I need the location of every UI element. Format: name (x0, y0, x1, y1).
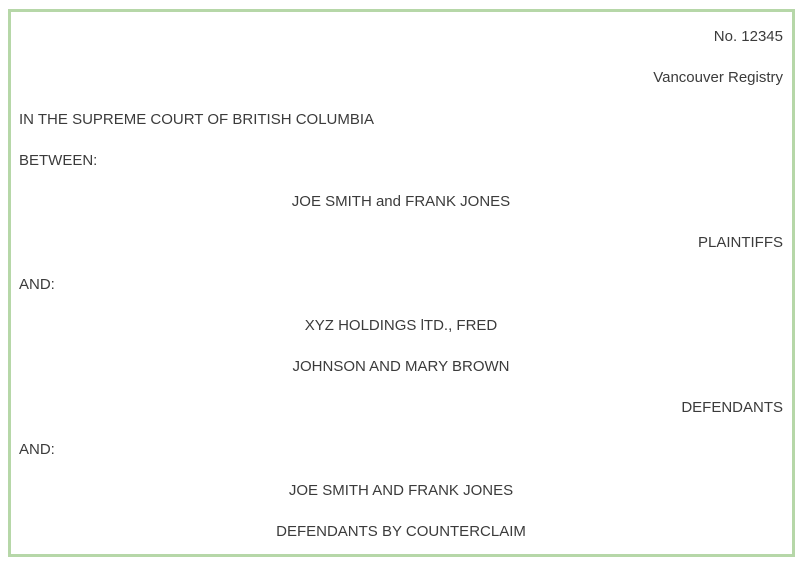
and-label-counterclaim: AND: (19, 440, 55, 458)
counterclaim-role: DEFENDANTS BY COUNTERCLAIM (276, 523, 526, 541)
registry-name: Vancouver Registry (653, 69, 783, 87)
and-label-defendants: AND: (19, 275, 55, 293)
counterclaim-names: JOE SMITH AND FRANK JONES (288, 481, 514, 499)
court-name: IN THE SUPREME COURT OF BRITISH COLUMBIA (19, 110, 375, 128)
plaintiffs-names: JOE SMITH and FRANK JONES (291, 193, 511, 211)
defendants-role: DEFENDANTS (681, 399, 783, 417)
plaintiffs-role: PLAINTIFFS (697, 234, 783, 252)
defendants-names-line-2: JOHNSON AND MARY BROWN (292, 358, 510, 376)
court-document-page (8, 9, 795, 557)
case-number: No. 12345 (713, 28, 783, 46)
defendants-names-line-1: XYZ HOLDINGS lTD., FRED (304, 316, 498, 334)
between-label: BETWEEN: (19, 151, 98, 169)
